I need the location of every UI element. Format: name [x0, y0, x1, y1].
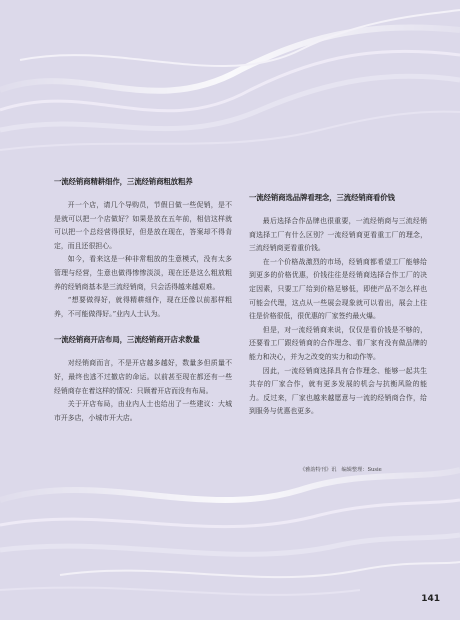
article-credit: 《雅韵特刊》讯 编辑整理：Susie: [300, 467, 382, 473]
section-heading-refined-operations: 一流经销商精耕细作，三流经销商粗放粗养: [54, 177, 193, 186]
paragraph: 关于开店布局，由业内人士也给出了一些建议：大城市开多店，小城市开大店。: [54, 400, 232, 422]
paragraph: 对经销商而言，不是开店越多越好，数量多但质量不好，最终也逃不过撤店的命运。以前甚至现在都还有一些经销商存在着这样的情况：只顾着开店而没有布局。: [54, 359, 232, 395]
left-column: [54, 176, 232, 425]
paragraph: 开一个店，请几个导购员，节假日做一些促销，是不是就可以把一个店做好？如果是放在五年前，相信这样就可以把一个总经营得很好，但是放在现在，答案却不得肯定，而且还很担心。: [54, 201, 232, 250]
paragraph: 但是，对一流经销商来说，仅仅是看价钱是不够的，还要看工厂跟经销商的合作理念、看厂家有没有做品牌的能力和决心，并为之改变的实力和动作等。: [249, 325, 427, 361]
paragraph: “想要做得好，就得精耕细作，现在还像以前那样粗养，不可能做得好。”业内人士认为。: [54, 296, 232, 318]
section-heading-brand-selection: 一流经销商选品牌看理念，三流经销商看价钱: [249, 193, 395, 202]
paragraph: 因此，一流经销商选择具有合作理念、能够一起共生共存的厂家合作，就有更多发展的机会与抗衡风险的能力。反过来，厂家也越来越愿意与一流的经销商合作，给到服务与优惠也更多。: [249, 366, 427, 416]
paragraph: 在一个价格战激烈的市场，经销商都希望工厂能够给到更多的价格优惠，价钱往往是经销商选择合作工厂的决定因素，只要工厂给到价格足够低，即使产品不怎么样也可能会代理，这点从一些展会现象就可以看出，展会上往往是价格很低，很优惠的厂家签约最火爆。: [249, 257, 427, 321]
section-heading-store-layout: 一流经销商开店布局，三流经销商开店求数量: [54, 335, 200, 345]
right-column: [249, 192, 427, 419]
paragraph: 最后选择合作品牌也很重要，一流经销商与三流经销商选择工厂有什么区别？一流经销商更看重工厂的理念，三流经销商更看重价钱。: [249, 217, 427, 253]
page-number: 141: [421, 594, 440, 604]
paragraph: 如今，看来这是一种非常粗放的生意模式，没有太多管理与经营，生意也做得惨惨淡淡，现在还是这么粗放粗养的经销商基本是三流经销商，只会活得越来越艰难。: [54, 255, 232, 291]
